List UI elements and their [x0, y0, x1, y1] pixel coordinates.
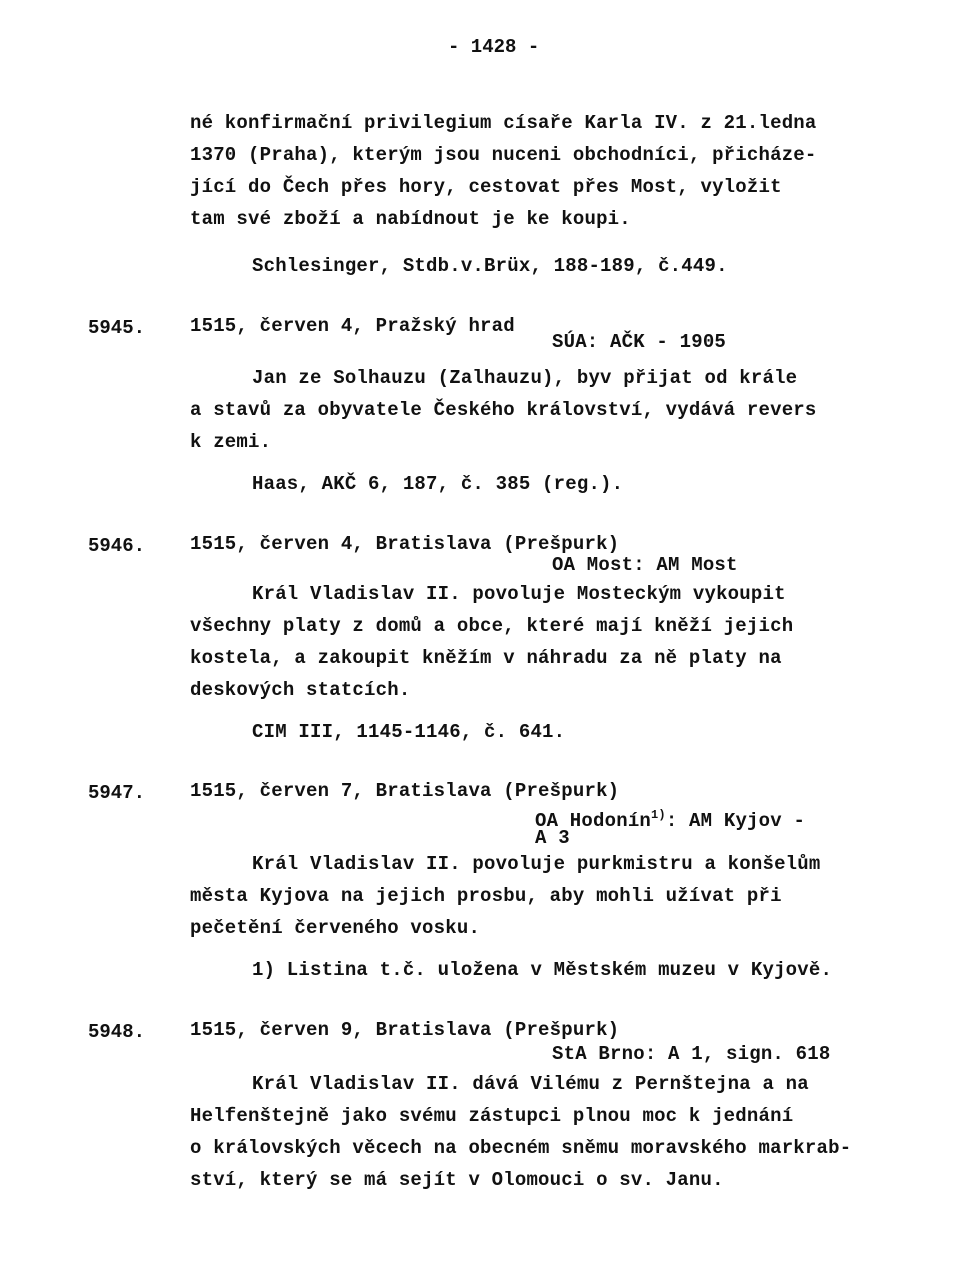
entry-number: 5946. — [88, 535, 146, 557]
entry-heading: 1515, červen 9, Bratislava (Prešpurk) — [190, 1019, 620, 1041]
entry-body-line: Jan ze Solhauzu (Zalhauzu), byv přijat od krále — [252, 367, 798, 389]
entry-heading: 1515, červen 7, Bratislava (Prešpurk) — [190, 780, 620, 802]
entry-body-line: pečetění červeného vosku. — [190, 917, 481, 939]
entry-heading: 1515, červen 4, Pražský hrad — [190, 315, 515, 337]
entry-number: 5947. — [88, 782, 146, 804]
continuation-line: jící do Čech přes hory, cestovat přes Most, vyložit — [190, 176, 782, 198]
entry-body-line: k zemi. — [190, 431, 272, 453]
entry-body-line: Král Vladislav II. povoluje Mosteckým vykoupit — [252, 583, 786, 605]
entry-body-line: deskových statcích. — [190, 679, 411, 701]
entry-archive: SÚA: AČK - 1905 — [552, 331, 727, 353]
entry-source: CIM III, 1145-1146, č. 641. — [252, 721, 566, 743]
entry-number: 5948. — [88, 1021, 146, 1043]
continuation-line: tam své zboží a nabídnout je ke koupi. — [190, 208, 631, 230]
entry-body-line: města Kyjova na jejich prosbu, aby mohli užívat při — [190, 885, 782, 907]
entry-body-line: všechny platy z domů a obce, které mají kněží jejich — [190, 615, 794, 637]
entry-archive: StA Brno: A 1, sign. 618 — [552, 1043, 831, 1065]
continuation-source: Schlesinger, Stdb.v.Brüx, 188-189, č.449. — [252, 255, 728, 277]
entry-body-line: Helfenštejně jako svému zástupci plnou moc k jednání — [190, 1105, 794, 1127]
page-number: - 1428 - — [448, 36, 540, 58]
entry-number: 5945. — [88, 317, 146, 339]
entry-body-line: a stavů za obyvatele Českého království, vydává revers — [190, 399, 817, 421]
entry-heading: 1515, červen 4, Bratislava (Prešpurk) — [190, 533, 620, 555]
entry-body-line: Král Vladislav II. povoluje purkmistru a konšelům — [252, 853, 821, 875]
footnote-marker: 1) — [651, 808, 666, 822]
entry-body-line: o královských věcech na obecném sněmu moravského markrab- — [190, 1137, 852, 1159]
entry-source: Haas, AKČ 6, 187, č. 385 (reg.). — [252, 473, 624, 495]
continuation-line: né konfirmační privilegium císaře Karla IV. z 21.ledna — [190, 112, 817, 134]
entry-archive: OA Most: AM Most — [552, 554, 738, 576]
entry-body-line: kostela, a zakoupit kněžím v náhradu za ně platy na — [190, 647, 782, 669]
entry-archive-signature: A 3 — [535, 827, 570, 849]
entry-body-line: ství, který se má sejít v Olomouci o sv. Janu. — [190, 1169, 724, 1191]
continuation-line: 1370 (Praha), kterým jsou nuceni obchodníci, přicháze- — [190, 144, 817, 166]
entry-body-line: Král Vladislav II. dává Vilému z Pernštejna a na — [252, 1073, 809, 1095]
entry-footnote: 1) Listina t.č. uložena v Městském muzeu v Kyjově. — [252, 959, 833, 981]
entry-archive: OA Hodonín$^{1)}$: AM Kyjov - — [535, 808, 806, 832]
